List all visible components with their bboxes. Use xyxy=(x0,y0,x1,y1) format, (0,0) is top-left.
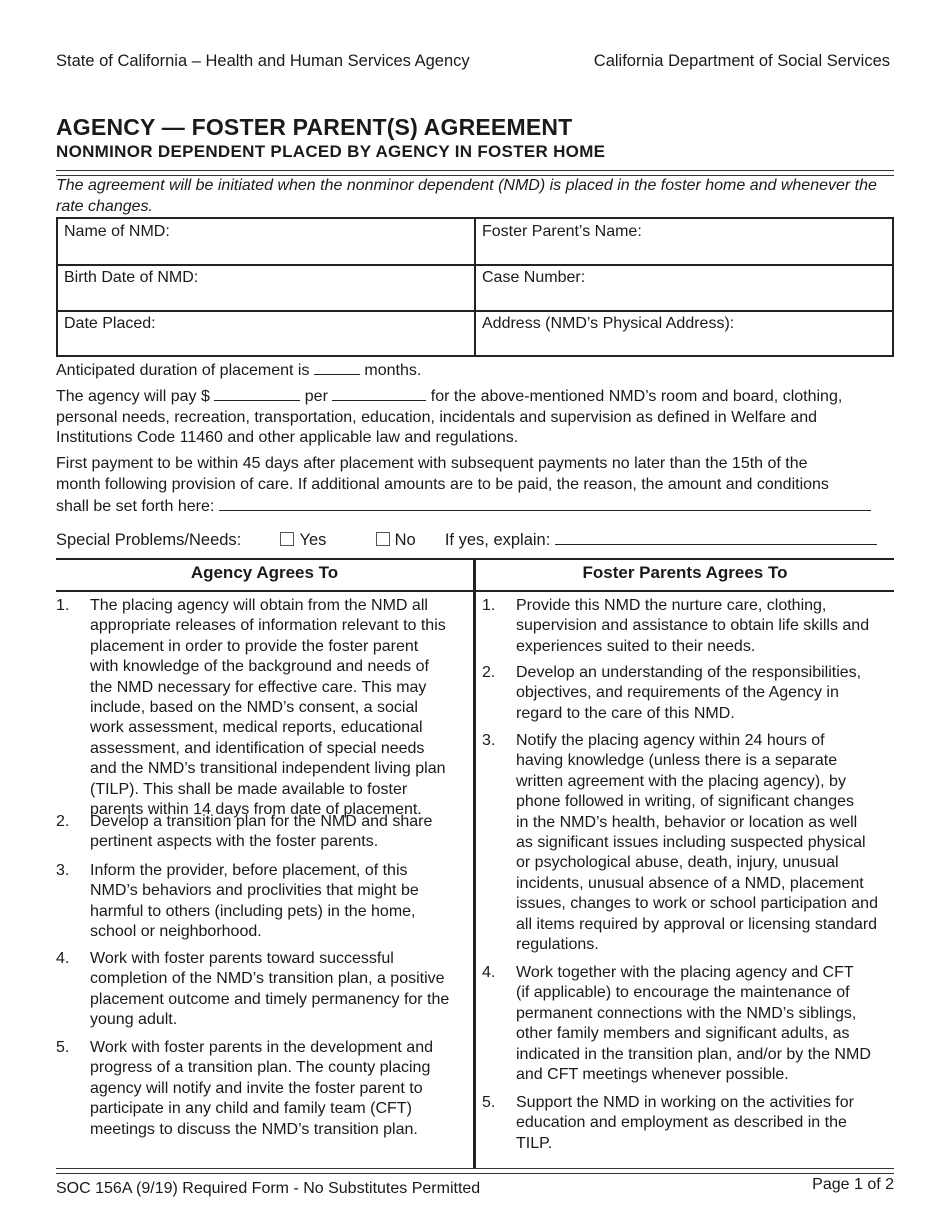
date-placed-field[interactable]: Date Placed: xyxy=(64,315,156,332)
columns-divider xyxy=(473,558,476,1169)
payment-paragraph: The agency will pay $ per for the above-mentioned NMD’s room and board, clothing, personal needs, recreation, transportation, education, incidentals and supervision as defined in Welfare and Institutions Code 11460 and other applicable law and regulations. xyxy=(56,385,896,449)
foster-parent-name-field[interactable]: Foster Parent’s Name: xyxy=(482,223,642,240)
special-problems-row: Special Problems/Needs: Yes No If yes, explain: xyxy=(56,529,896,551)
duration-input[interactable] xyxy=(314,359,360,375)
foster-item-number: 5. xyxy=(482,1094,496,1111)
agency-item-number: 4. xyxy=(56,950,70,967)
agency-item-text: Work with foster parents toward successful completion of the NMD’s transition plan, a positive placement outcome and timely permanency for the young adult. xyxy=(90,950,450,1029)
foster-item-text: Notify the placing agency within 24 hours of having knowledge (unless there is a separate written agreement with the placing agency), by phone followed in writing, of significant changes in the NMD’s health, behavior or location as well as significant issues including suspected physical or psychological abuse, death, injury, unusual incidents, unusual absence of a NMD, placement issues, changes to work or school participation and all items required by approval or licensing standard regulations. xyxy=(516,732,878,954)
foster-item-number: 4. xyxy=(482,964,496,981)
agency-item-number: 3. xyxy=(56,862,70,879)
form-number: SOC 156A (9/19) Required Form - No Substitutes Permitted xyxy=(56,1180,481,1197)
agency-header: State of California – Health and Human Services Agency xyxy=(56,52,470,70)
intro-text: The agreement will be initiated when the nonminor dependent (NMD) is placed in the foster home and whenever the rate changes. xyxy=(56,177,877,215)
agency-item-number: 2. xyxy=(56,813,70,830)
page-subtitle: NONMINOR DEPENDENT PLACED BY AGENCY IN FOSTER HOME xyxy=(56,142,606,161)
foster-item-text: Work together with the placing agency and CFT (if applicable) to encourage the maintenance of permanent connections with the NMD’s siblings, other family members and significant adults, as indicated in the transition plan, and/or by the NMD and CFT meetings whenever possible. xyxy=(516,964,871,1084)
birth-date-field[interactable]: Birth Date of NMD: xyxy=(64,269,199,286)
page-number: Page 1 of 2 xyxy=(812,1176,894,1193)
explain-input[interactable] xyxy=(555,529,877,545)
yes-checkbox[interactable] xyxy=(280,532,294,546)
agency-heading: Agency Agrees To xyxy=(190,563,339,582)
agency-item-text: Work with foster parents in the development and progress of a transition plan. The county placing agency will notify and invite the foster parent to participate in any child and family team (CFT) meetings to discuss the NMD’s transition plan. xyxy=(90,1039,433,1138)
foster-item-number: 3. xyxy=(482,732,496,749)
no-checkbox[interactable] xyxy=(376,532,390,546)
foster-item-text: Support the NMD in working on the activities for education and employment as described in the TILP. xyxy=(516,1094,854,1152)
agency-item-number: 5. xyxy=(56,1039,70,1056)
agency-item-text: Develop a transition plan for the NMD and share pertinent aspects with the foster parents. xyxy=(90,813,433,851)
payment-amount-input[interactable] xyxy=(214,385,300,401)
foster-item-number: 2. xyxy=(482,664,496,681)
name-nmd-field[interactable]: Name of NMD: xyxy=(64,223,170,240)
duration-line: Anticipated duration of placement is months. xyxy=(56,359,896,382)
additional-amounts-input[interactable] xyxy=(219,495,871,511)
footer-divider xyxy=(56,1168,894,1174)
foster-heading: Foster Parents Agrees To xyxy=(582,563,788,582)
foster-item-number: 1. xyxy=(482,597,496,614)
payment-period-input[interactable] xyxy=(332,385,426,401)
info-table xyxy=(56,217,894,357)
agency-item-text: Inform the provider, before placement, of this NMD’s behaviors and proclivities that might be harmful to others (including pets) in the home, school or neighborhood. xyxy=(90,862,419,941)
department-header: California Department of Social Services xyxy=(593,52,890,70)
agency-item-number: 1. xyxy=(56,597,70,614)
foster-item-text: Develop an understanding of the responsibilities, objectives, and requirements of the Agency in regard to the care of this NMD. xyxy=(516,664,862,722)
first-payment-paragraph: First payment to be within 45 days after placement with subsequent payments no later than the 15th of the month following provision of care. If additional amounts are to be paid, the reason, the amount and conditions shall be set forth here: xyxy=(56,454,896,518)
address-field[interactable]: Address (NMD’s Physical Address): xyxy=(482,315,735,332)
foster-item-text: Provide this NMD the nurture care, clothing, supervision and assistance to obtain life skills and experiences suited to their needs. xyxy=(516,597,870,655)
page-title: AGENCY — FOSTER PARENT(S) AGREEMENT xyxy=(56,114,573,140)
case-number-field[interactable]: Case Number: xyxy=(482,269,586,286)
agency-item-text: The placing agency will obtain from the NMD all appropriate releases of information relevant to this placement in order to provide the foster parent with knowledge of the background and needs of the NMD necessary for effective care. This may include, based on the NMD’s consent, a social work assessment, medical reports, educational assessment, and identification of special needs and the NMD’s transitional independent living plan (TILP). This shall be made available to foster parents within 14 days from date of placement. xyxy=(90,597,446,819)
